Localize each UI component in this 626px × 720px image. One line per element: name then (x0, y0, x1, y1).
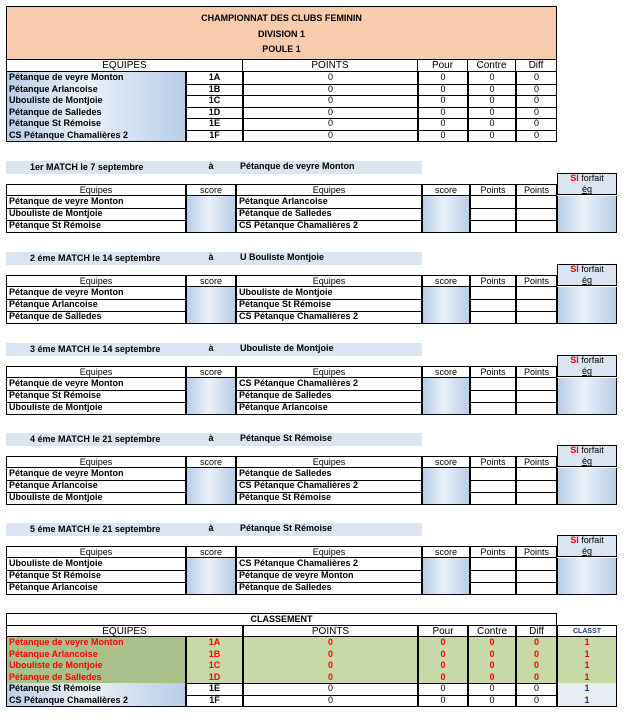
forfait-label-line (557, 264, 617, 275)
standings-diff: 0 (516, 95, 557, 108)
standings-contre: 0 (468, 118, 516, 131)
match-home-team: Pétanque de veyre Monton (6, 196, 186, 209)
cls-col-points: POINTS (243, 625, 418, 637)
standings-diff: 0 (516, 118, 557, 131)
col-equipes-away: Equipes (236, 456, 422, 468)
col-points-away: Points (516, 366, 557, 378)
forfait-label: forfait (581, 173, 604, 183)
away-score-input[interactable] (422, 582, 470, 595)
col-equipes-away: Equipes (236, 275, 422, 287)
home-score-input[interactable] (186, 311, 236, 324)
match-home-team: Pétanque de veyre Monton (6, 378, 186, 391)
si-label: SI (570, 355, 579, 365)
col-score-home: score (186, 184, 236, 196)
col-points-home: Points (470, 275, 516, 287)
standings-contre: 0 (468, 72, 516, 85)
forfait-input[interactable] (557, 402, 617, 415)
standings-code: 1D (186, 107, 243, 120)
classement-code: 1C (186, 660, 243, 673)
classement-pour: 0 (418, 660, 468, 673)
forfait-label: forfait (581, 355, 604, 365)
col-equipes-home: Equipes (6, 275, 186, 287)
standings-pour: 0 (418, 130, 468, 143)
match-away-team: Pétanque de veyre Monton (236, 570, 422, 583)
classement-pour: 0 (418, 672, 468, 685)
cls-col-classt: CLASST (557, 625, 617, 637)
classement-rank: 1 (557, 672, 617, 685)
classement-rank: 1 (557, 683, 617, 696)
cls-col-pour: Pour (418, 625, 468, 637)
championship-title: CHAMPIONNAT DES CLUBS FEMININ (201, 13, 362, 23)
standings-points: 0 (243, 84, 418, 97)
match-away-team: CS Pétanque Chamalières 2 (236, 558, 422, 571)
col-points-away: Points (516, 546, 557, 558)
home-score-input[interactable] (186, 492, 236, 505)
match-venue: U Bouliste Montjoie (236, 252, 422, 265)
si-label: SI (570, 173, 579, 183)
classement-points: 0 (243, 695, 418, 708)
classement-code: 1B (186, 649, 243, 662)
standings-code: 1B (186, 84, 243, 97)
home-score-input[interactable] (186, 582, 236, 595)
classement-diff: 0 (516, 672, 557, 685)
col-equipes-away: Equipes (236, 184, 422, 196)
match-away-team: Pétanque de Salledes (236, 582, 422, 595)
match-venue: Pétanque de veyre Monton (236, 161, 422, 174)
classement-contre: 0 (468, 683, 516, 696)
standings-points: 0 (243, 107, 418, 120)
col-points-away: Points (516, 456, 557, 468)
forfait-input[interactable] (557, 582, 617, 595)
away-points-cell (516, 402, 557, 415)
classement-points: 0 (243, 683, 418, 696)
eg-label: ég (581, 275, 592, 285)
forfait-label-line (557, 173, 617, 184)
col-score-away: score (422, 275, 470, 287)
match-home-team: Pétanque de veyre Monton (6, 287, 186, 300)
standings-points: 0 (243, 72, 418, 85)
standings-team: Ubouliste de Montjoie (6, 95, 186, 108)
classement-code: 1D (186, 672, 243, 685)
classement-title: CLASSEMENT (6, 613, 557, 626)
away-score-input[interactable] (422, 220, 470, 233)
match-away-team: Pétanque de Salledes (236, 468, 422, 481)
col-points-away: Points (516, 184, 557, 196)
standings-team: Pétanque de Salledes (6, 107, 186, 120)
away-points-cell (516, 582, 557, 595)
classement-rank: 1 (557, 649, 617, 662)
standings-pour: 0 (418, 95, 468, 108)
classement-code: 1F (186, 695, 243, 708)
classement-contre: 0 (468, 660, 516, 673)
away-points-cell (516, 220, 557, 233)
classement-code: 1A (186, 637, 243, 650)
forfait-label-line (557, 535, 617, 546)
col-score-away: score (422, 184, 470, 196)
match-home-team: Ubouliste de Montjoie (6, 208, 186, 221)
match-away-team: Pétanque Arlancoise (236, 402, 422, 415)
standings-team: CS Pétanque Chamalières 2 (6, 130, 186, 143)
classement-team: Pétanque St Rémoise (6, 683, 186, 696)
match-venue: Ubouliste de Montjoie (236, 343, 422, 356)
match-away-team: CS Pétanque Chamalières 2 (236, 311, 422, 324)
home-points-cell (470, 220, 516, 233)
classement-diff: 0 (516, 683, 557, 696)
match-home-team: Pétanque St Rémoise (6, 220, 186, 233)
match-home-team: Ubouliste de Montjoie (6, 402, 186, 415)
col-score-home: score (186, 456, 236, 468)
classement-points: 0 (243, 637, 418, 650)
forfait-input[interactable] (557, 220, 617, 233)
col-score-away: score (422, 546, 470, 558)
standings-pour: 0 (418, 72, 468, 85)
match-home-team: Pétanque de Salledes (6, 311, 186, 324)
match-home-team: Pétanque St Rémoise (6, 390, 186, 403)
home-score-input[interactable] (186, 220, 236, 233)
standings-points: 0 (243, 118, 418, 131)
match-title: 1er MATCH le 7 septembre (30, 162, 144, 172)
match-away-team: Ubouliste de Montjoie (236, 287, 422, 300)
col-score-away: score (422, 366, 470, 378)
match-away-team: Pétanque de Salledes (236, 390, 422, 403)
match-title: 5 éme MATCH le 21 septembre (30, 524, 161, 534)
home-points-cell (470, 492, 516, 505)
classement-rank: 1 (557, 695, 617, 708)
col-points-home: Points (470, 366, 516, 378)
classement-contre: 0 (468, 672, 516, 685)
col-score-home: score (186, 275, 236, 287)
classement-pour: 0 (418, 683, 468, 696)
eg-label: ég (581, 456, 592, 466)
eg-label: ég (581, 184, 592, 194)
standings-pour: 0 (418, 84, 468, 97)
si-label: SI (570, 535, 579, 545)
classement-team: Pétanque de veyre Monton (6, 637, 186, 650)
cls-col-contre: Contre (468, 625, 516, 637)
home-points-cell (470, 311, 516, 324)
standings-contre: 0 (468, 130, 516, 143)
match-away-team: CS Pétanque Chamalières 2 (236, 220, 422, 233)
forfait-input[interactable] (557, 311, 617, 324)
cls-col-equipes: EQUIPES (6, 625, 243, 637)
standings-team: Pétanque St Rémoise (6, 118, 186, 131)
match-home-team: Pétanque Arlancoise (6, 582, 186, 595)
classement-contre: 0 (468, 637, 516, 650)
col-score-home: score (186, 366, 236, 378)
match-title: 4 éme MATCH le 21 septembre (30, 434, 161, 444)
standings-diff: 0 (516, 130, 557, 143)
col-points: POINTS (243, 60, 418, 72)
forfait-label: forfait (581, 535, 604, 545)
match-away-team: Pétanque St Rémoise (236, 299, 422, 312)
standings-team: Pétanque Arlancoise (6, 84, 186, 97)
match-home-team: Pétanque Arlancoise (6, 480, 186, 493)
standings-pour: 0 (418, 118, 468, 131)
col-equipes-away: Equipes (236, 366, 422, 378)
away-score-input[interactable] (422, 492, 470, 505)
standings-diff: 0 (516, 107, 557, 120)
classement-diff: 0 (516, 649, 557, 662)
away-score-input[interactable] (422, 402, 470, 415)
match-a: à (186, 343, 236, 356)
forfait-label: forfait (581, 264, 604, 274)
match-away-team: CS Pétanque Chamalières 2 (236, 480, 422, 493)
standings-contre: 0 (468, 107, 516, 120)
standings-code: 1A (186, 72, 243, 85)
forfait-input[interactable] (557, 492, 617, 505)
classement-diff: 0 (516, 660, 557, 673)
col-equipes-home: Equipes (6, 184, 186, 196)
classement-team: Pétanque Arlancoise (6, 649, 186, 662)
col-pour: Pour (418, 60, 468, 72)
match-home-team: Ubouliste de Montjoie (6, 492, 186, 505)
classement-contre: 0 (468, 695, 516, 708)
col-equipes: EQUIPES (6, 60, 243, 72)
col-points-home: Points (470, 184, 516, 196)
match-away-team: Pétanque de Salledes (236, 208, 422, 221)
col-equipes-home: Equipes (6, 366, 186, 378)
classement-pour: 0 (418, 649, 468, 662)
standings-code: 1F (186, 130, 243, 143)
standings-pour: 0 (418, 107, 468, 120)
match-venue: Pétanque St Rémoise (236, 433, 422, 446)
classement-rank: 1 (557, 660, 617, 673)
classement-team: Ubouliste de Montjoie (6, 660, 186, 673)
classement-team: CS Pétanque Chamalières 2 (6, 695, 186, 708)
col-diff: Diff (516, 60, 557, 72)
home-score-input[interactable] (186, 402, 236, 415)
classement-diff: 0 (516, 695, 557, 708)
away-score-input[interactable] (422, 311, 470, 324)
classement-pour: 0 (418, 637, 468, 650)
eg-label: ég (581, 366, 592, 376)
standings-code: 1C (186, 95, 243, 108)
si-label: SI (570, 264, 579, 274)
forfait-label: forfait (581, 445, 604, 455)
classement-points: 0 (243, 649, 418, 662)
col-score-away: score (422, 456, 470, 468)
away-points-cell (516, 311, 557, 324)
match-title: 2 éme MATCH le 14 septembre (30, 253, 161, 263)
eg-label: ég (581, 546, 592, 556)
match-a: à (186, 252, 236, 265)
home-points-cell (470, 402, 516, 415)
col-points-home: Points (470, 546, 516, 558)
match-venue: Pétanque St Rémoise (236, 523, 422, 536)
division-label: DIVISION 1 (257, 29, 305, 39)
standings-points: 0 (243, 95, 418, 108)
classement-points: 0 (243, 660, 418, 673)
standings-contre: 0 (468, 95, 516, 108)
classement-diff: 0 (516, 637, 557, 650)
standings-code: 1E (186, 118, 243, 131)
classement-pour: 0 (418, 695, 468, 708)
standings-points: 0 (243, 130, 418, 143)
col-score-home: score (186, 546, 236, 558)
match-title: 3 éme MATCH le 14 septembre (30, 344, 161, 354)
match-home-team: Pétanque de veyre Monton (6, 468, 186, 481)
match-away-team: Pétanque Arlancoise (236, 196, 422, 209)
classement-team: Pétanque de Salledes (6, 672, 186, 685)
standings-contre: 0 (468, 84, 516, 97)
col-equipes-away: Equipes (236, 546, 422, 558)
match-away-team: CS Pétanque Chamalières 2 (236, 378, 422, 391)
standings-diff: 0 (516, 72, 557, 85)
match-home-team: Pétanque Arlancoise (6, 299, 186, 312)
standings-team: Pétanque de veyre Monton (6, 72, 186, 85)
col-points-home: Points (470, 456, 516, 468)
forfait-label-line (557, 445, 617, 456)
standings-diff: 0 (516, 84, 557, 97)
col-points-away: Points (516, 275, 557, 287)
classement-contre: 0 (468, 649, 516, 662)
si-label: SI (570, 445, 579, 455)
home-points-cell (470, 582, 516, 595)
classement-code: 1E (186, 683, 243, 696)
match-away-team: Pétanque St Rémoise (236, 492, 422, 505)
poule-label: POULE 1 (262, 44, 301, 54)
match-home-team: Ubouliste de Montjoie (6, 558, 186, 571)
forfait-label-line (557, 355, 617, 366)
col-contre: Contre (468, 60, 516, 72)
away-points-cell (516, 492, 557, 505)
match-home-team: Pétanque St Rémoise (6, 570, 186, 583)
cls-col-diff: Diff (516, 625, 557, 637)
match-a: à (186, 161, 236, 174)
col-equipes-home: Equipes (6, 546, 186, 558)
classement-points: 0 (243, 672, 418, 685)
match-a: à (186, 433, 236, 446)
classement-rank: 1 (557, 637, 617, 650)
col-equipes-home: Equipes (6, 456, 186, 468)
match-a: à (186, 523, 236, 536)
